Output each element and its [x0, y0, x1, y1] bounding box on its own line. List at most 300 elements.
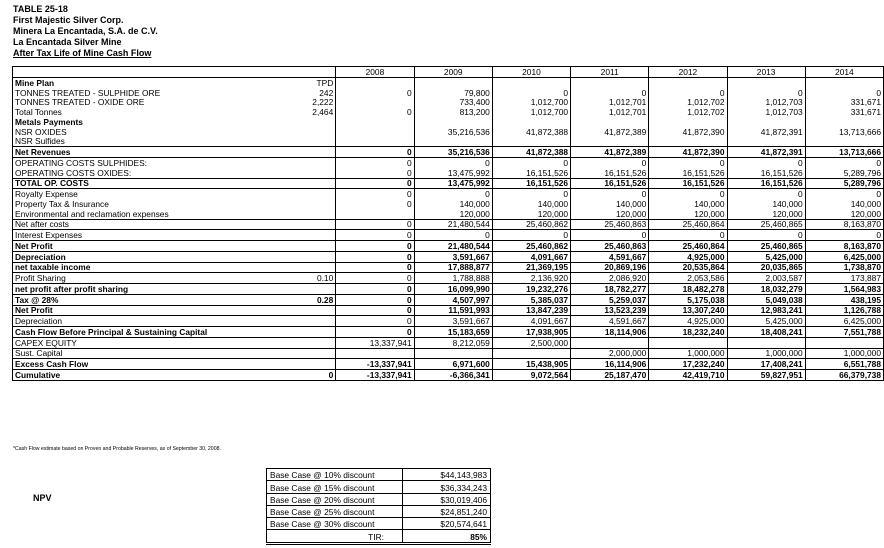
cell-value: 140,000	[727, 199, 805, 209]
cell-value: 18,482,278	[649, 284, 727, 295]
cell-value: 0	[492, 230, 570, 241]
cell-value: 13,475,992	[414, 168, 492, 178]
cell-value	[336, 117, 414, 127]
cell-value	[805, 117, 883, 127]
cell-value: 6,971,600	[414, 359, 492, 370]
cell-value: 13,307,240	[649, 305, 727, 316]
cell-value: 2,136,920	[492, 273, 570, 284]
row-parameter	[271, 158, 336, 168]
cell-value: 12,983,241	[727, 305, 805, 316]
cell-value: 0	[414, 230, 492, 241]
cell-value	[336, 348, 414, 359]
cell-value: 0	[336, 178, 414, 189]
npv-row	[267, 505, 491, 517]
cell-value: 0	[336, 284, 414, 295]
row-label: Environmental and reclamation expenses	[13, 209, 271, 219]
npv-case-label: Base Case @ 10% discount	[267, 469, 403, 481]
cell-value: 0	[336, 251, 414, 262]
cell-value	[414, 348, 492, 359]
cell-value: 25,460,863	[571, 241, 649, 252]
table-row	[13, 127, 884, 137]
npv-row	[267, 493, 491, 505]
row-label: NSR OXIDES	[13, 127, 271, 137]
cell-value: 3,591,667	[414, 251, 492, 262]
npv-case-label: Base Case @ 25% discount	[267, 505, 403, 517]
cell-value: 16,151,526	[492, 178, 570, 189]
cell-value: 120,000	[492, 209, 570, 219]
cell-value: -13,337,941	[336, 370, 414, 381]
table-row	[13, 168, 884, 178]
cell-value: 1,012,700	[492, 107, 570, 117]
cell-value: 4,591,667	[571, 316, 649, 327]
cell-value	[649, 137, 727, 147]
table-row	[13, 251, 884, 262]
cell-value: 25,460,865	[727, 241, 805, 252]
row-label: Cumulative	[13, 370, 271, 381]
cell-value: 331,671	[805, 107, 883, 117]
year-header: 2012	[649, 67, 727, 78]
cell-value: 1,126,788	[805, 305, 883, 316]
cell-value: 1,012,703	[727, 98, 805, 108]
cell-value: 140,000	[571, 199, 649, 209]
cell-value: 25,460,862	[492, 219, 570, 230]
cell-value: 120,000	[414, 209, 492, 219]
row-parameter	[271, 178, 336, 189]
table-row	[13, 316, 884, 327]
row-label: Excess Cash Flow	[13, 359, 271, 370]
row-parameter: 2,464	[271, 107, 336, 117]
cell-value: 59,827,951	[727, 370, 805, 381]
cash-flow-table	[12, 66, 884, 381]
cell-value: 0	[336, 316, 414, 327]
cell-value	[805, 137, 883, 147]
row-label: OPERATING COSTS SULPHIDES:	[13, 158, 271, 168]
year-header: 2011	[571, 67, 649, 78]
cell-value: 0	[649, 189, 727, 199]
cell-value	[414, 137, 492, 147]
company-name: First Majestic Silver Corp.	[13, 15, 124, 25]
row-parameter	[271, 117, 336, 127]
cell-value: 4,925,000	[649, 251, 727, 262]
npv-row	[267, 518, 491, 530]
cell-value: 1,012,701	[571, 107, 649, 117]
npv-tir-row	[267, 530, 491, 543]
row-label: net taxable income	[13, 262, 271, 273]
row-parameter	[271, 251, 336, 262]
cell-value: 25,460,862	[492, 241, 570, 252]
row-parameter	[271, 209, 336, 219]
cell-value	[492, 117, 570, 127]
row-parameter	[271, 337, 336, 348]
cell-value: -13,337,941	[336, 359, 414, 370]
tir-label: TIR:	[267, 530, 403, 543]
cell-value: 16,151,526	[727, 168, 805, 178]
cell-value: 1,012,701	[571, 98, 649, 108]
cell-value: 11,591,993	[414, 305, 492, 316]
cell-value: 2,000,000	[571, 348, 649, 359]
cell-value: 0	[805, 158, 883, 168]
cell-value: 20,535,864	[649, 262, 727, 273]
table-row	[13, 241, 884, 252]
npv-table	[266, 468, 491, 545]
row-parameter	[271, 305, 336, 316]
cell-value: 4,091,667	[492, 316, 570, 327]
row-parameter: 0.10	[271, 273, 336, 284]
cell-value: 25,460,863	[571, 219, 649, 230]
cell-value: 16,114,906	[571, 359, 649, 370]
row-label: Net Revenues	[13, 147, 271, 158]
cell-value: 6,425,000	[805, 251, 883, 262]
cell-value: 6,425,000	[805, 316, 883, 327]
cell-value: 5,175,038	[649, 294, 727, 305]
cell-value: 21,480,544	[414, 219, 492, 230]
row-parameter: TPD	[271, 78, 336, 88]
table-id: TABLE 25-18	[13, 4, 68, 14]
cell-value	[649, 78, 727, 88]
npv-case-value: $24,851,240	[403, 505, 491, 517]
cell-value: 19,232,276	[492, 284, 570, 295]
npv-case-value: $44,143,983	[403, 469, 491, 481]
cell-value: 5,425,000	[727, 251, 805, 262]
row-label: Sust. Capital	[13, 348, 271, 359]
cell-value: 15,183,659	[414, 327, 492, 338]
table-row	[13, 327, 884, 338]
cell-value: 2,053,586	[649, 273, 727, 284]
row-label: Tax @ 28%	[13, 294, 271, 305]
cell-value: 0	[571, 158, 649, 168]
cell-value	[571, 337, 649, 348]
cell-value: 0	[492, 158, 570, 168]
cell-value: 41,872,391	[727, 147, 805, 158]
year-header: 2013	[727, 67, 805, 78]
cell-value: 0	[727, 158, 805, 168]
cell-value: 5,049,038	[727, 294, 805, 305]
cell-value: 1,788,888	[414, 273, 492, 284]
row-label: TOTAL OP. COSTS	[13, 178, 271, 189]
cell-value: 0	[571, 189, 649, 199]
table-row	[13, 359, 884, 370]
cell-value: 41,872,389	[571, 147, 649, 158]
row-parameter	[271, 219, 336, 230]
year-header: 2009	[414, 67, 492, 78]
cell-value: 140,000	[805, 199, 883, 209]
cell-value	[727, 137, 805, 147]
cell-value: 0	[336, 294, 414, 305]
subsidiary-name: Minera La Encantada, S.A. de C.V.	[13, 26, 158, 36]
cell-value: 331,671	[805, 98, 883, 108]
cell-value: 0	[727, 189, 805, 199]
cell-value: 0	[414, 158, 492, 168]
cell-value: 1,000,000	[805, 348, 883, 359]
cell-value	[492, 348, 570, 359]
cell-value: 0	[805, 88, 883, 98]
row-parameter	[271, 127, 336, 137]
cell-value: 120,000	[571, 209, 649, 219]
table-row	[13, 178, 884, 189]
cell-value: 9,072,564	[492, 370, 570, 381]
cell-value: 16,151,526	[649, 168, 727, 178]
cell-value: 13,337,941	[336, 337, 414, 348]
row-label: Net Profit	[13, 241, 271, 252]
cell-value: -6,366,341	[414, 370, 492, 381]
cell-value: 5,425,000	[727, 316, 805, 327]
cell-value: 0	[336, 158, 414, 168]
cell-value: 0	[414, 189, 492, 199]
table-row	[13, 294, 884, 305]
tir-value: 85%	[403, 530, 491, 543]
cell-value: 0	[492, 88, 570, 98]
cell-value: 21,369,195	[492, 262, 570, 273]
cell-value	[336, 78, 414, 88]
cell-value: 41,872,388	[492, 147, 570, 158]
cell-value: 13,713,666	[805, 127, 883, 137]
cell-value: 0	[336, 168, 414, 178]
cell-value	[805, 337, 883, 348]
row-parameter	[271, 241, 336, 252]
cell-value: 5,385,037	[492, 294, 570, 305]
table-row	[13, 219, 884, 230]
cell-value: 0	[336, 241, 414, 252]
cell-value	[492, 78, 570, 88]
row-parameter	[271, 199, 336, 209]
cell-value: 0	[571, 88, 649, 98]
cell-value: 25,460,864	[649, 241, 727, 252]
cell-value: 0	[492, 189, 570, 199]
cell-value: 7,551,788	[805, 327, 883, 338]
row-parameter: 0.28	[271, 294, 336, 305]
row-label: Cash Flow Before Principal & Sustaining Capital	[13, 327, 271, 338]
cell-value: 0	[649, 230, 727, 241]
year-header: 2010	[492, 67, 570, 78]
cell-value: 0	[336, 327, 414, 338]
cell-value	[492, 137, 570, 147]
cell-value	[336, 127, 414, 137]
cell-value: 17,408,241	[727, 359, 805, 370]
table-row	[13, 273, 884, 284]
cell-value: 0	[727, 230, 805, 241]
row-label: TONNES TREATED - OXIDE ORE	[13, 98, 271, 108]
table-row	[13, 199, 884, 209]
cell-value: 3,591,667	[414, 316, 492, 327]
cell-value: 438,195	[805, 294, 883, 305]
row-label: NSR Sulfides	[13, 137, 271, 147]
row-parameter	[271, 189, 336, 199]
cell-value	[727, 78, 805, 88]
cell-value: 2,500,000	[492, 337, 570, 348]
row-parameter	[271, 316, 336, 327]
cell-value: 17,888,877	[414, 262, 492, 273]
cell-value: 18,408,241	[727, 327, 805, 338]
row-label: Depreciation	[13, 316, 271, 327]
table-row	[13, 158, 884, 168]
row-label: Net after costs	[13, 219, 271, 230]
cell-value: 8,163,870	[805, 241, 883, 252]
cell-value	[649, 117, 727, 127]
cell-value: 1,012,702	[649, 98, 727, 108]
cell-value: 16,151,526	[571, 178, 649, 189]
cell-value: 20,035,865	[727, 262, 805, 273]
cell-value: 1,012,700	[492, 98, 570, 108]
cell-value: 35,216,536	[414, 147, 492, 158]
cell-value: 0	[336, 305, 414, 316]
cell-value: 5,289,796	[805, 178, 883, 189]
cell-value: 13,523,239	[571, 305, 649, 316]
table-row	[13, 370, 884, 381]
cell-value: 25,460,864	[649, 219, 727, 230]
year-header-row	[13, 67, 884, 78]
cell-value: 0	[649, 158, 727, 168]
table-row	[13, 230, 884, 241]
cell-value: 66,379,738	[805, 370, 883, 381]
cell-value: 41,872,390	[649, 147, 727, 158]
table-row	[13, 284, 884, 295]
cell-value: 0	[336, 273, 414, 284]
row-label: Depreciation	[13, 251, 271, 262]
cell-value: 1,000,000	[649, 348, 727, 359]
row-parameter	[271, 284, 336, 295]
mine-name: La Encantada Silver Mine	[13, 37, 122, 47]
cell-value: 0	[336, 230, 414, 241]
cell-value	[336, 98, 414, 108]
row-label: Property Tax & Insurance	[13, 199, 271, 209]
cell-value: 41,872,391	[727, 127, 805, 137]
npv-case-label: Base Case @ 20% discount	[267, 493, 403, 505]
row-parameter	[271, 359, 336, 370]
cell-value	[727, 117, 805, 127]
npv-case-value: $20,574,641	[403, 518, 491, 530]
cell-value: 1,738,870	[805, 262, 883, 273]
table-row	[13, 107, 884, 117]
row-parameter: 0	[271, 370, 336, 381]
cell-value: 17,938,905	[492, 327, 570, 338]
cell-value: 140,000	[649, 199, 727, 209]
cell-value: 17,232,240	[649, 359, 727, 370]
cell-value: 16,151,526	[649, 178, 727, 189]
table-header	[13, 4, 158, 59]
table-row	[13, 305, 884, 316]
cell-value: 0	[805, 189, 883, 199]
cell-value: 18,114,906	[571, 327, 649, 338]
cell-value	[571, 117, 649, 127]
cell-value: 41,872,389	[571, 127, 649, 137]
row-label: Royalty Expense	[13, 189, 271, 199]
table-row	[13, 98, 884, 108]
row-label: OPERATING COSTS OXIDES:	[13, 168, 271, 178]
cell-value: 0	[336, 262, 414, 273]
cell-value: 120,000	[727, 209, 805, 219]
npv-row	[267, 469, 491, 481]
cell-value: 13,713,666	[805, 147, 883, 158]
cell-value: 42,419,710	[649, 370, 727, 381]
table-row	[13, 137, 884, 147]
cell-value: 2,003,587	[727, 273, 805, 284]
cell-value: 16,151,526	[492, 168, 570, 178]
year-header: 2014	[805, 67, 883, 78]
table-row	[13, 262, 884, 273]
cell-value: 18,032,279	[727, 284, 805, 295]
cell-value: 4,591,667	[571, 251, 649, 262]
npv-case-value: $36,334,243	[403, 481, 491, 493]
cell-value: 13,847,239	[492, 305, 570, 316]
cell-value	[414, 117, 492, 127]
cell-value: 0	[336, 88, 414, 98]
cell-value: 140,000	[414, 199, 492, 209]
cell-value: 1,564,983	[805, 284, 883, 295]
cell-value: 25,187,470	[571, 370, 649, 381]
cell-value: 4,507,997	[414, 294, 492, 305]
row-parameter	[271, 348, 336, 359]
npv-case-label: Base Case @ 15% discount	[267, 481, 403, 493]
cell-value	[727, 337, 805, 348]
cell-value: 79,800	[414, 88, 492, 98]
year-header: 2008	[336, 67, 414, 78]
table-row	[13, 337, 884, 348]
cell-value: 1,012,702	[649, 107, 727, 117]
cell-value: 13,475,992	[414, 178, 492, 189]
row-parameter	[271, 230, 336, 241]
cell-value: 0	[649, 88, 727, 98]
cell-value: 35,216,536	[414, 127, 492, 137]
cell-value: 6,551,788	[805, 359, 883, 370]
row-parameter: 242	[271, 88, 336, 98]
cell-value: 733,400	[414, 98, 492, 108]
cell-value: 1,000,000	[727, 348, 805, 359]
cell-value	[805, 78, 883, 88]
row-parameter	[271, 168, 336, 178]
row-label: Total Tonnes	[13, 107, 271, 117]
cell-value: 41,872,390	[649, 127, 727, 137]
cell-value: 8,163,870	[805, 219, 883, 230]
cell-value: 21,480,544	[414, 241, 492, 252]
row-label: Metals Payments	[13, 117, 271, 127]
row-parameter: 2,222	[271, 98, 336, 108]
cell-value: 18,782,277	[571, 284, 649, 295]
row-label: Mine Plan	[13, 78, 271, 88]
cell-value: 41,872,388	[492, 127, 570, 137]
cell-value: 1,012,703	[727, 107, 805, 117]
npv-row	[267, 481, 491, 493]
row-label: net profit after profit sharing	[13, 284, 271, 295]
row-label: CAPEX EQUITY	[13, 337, 271, 348]
cell-value: 0	[727, 88, 805, 98]
cell-value: 0	[336, 219, 414, 230]
row-parameter	[271, 327, 336, 338]
row-label: Net Profit	[13, 305, 271, 316]
cell-value: 0	[336, 189, 414, 199]
table-row	[13, 147, 884, 158]
table-subtitle: After Tax Life of Mine Cash Flow	[13, 48, 152, 58]
cell-value	[336, 209, 414, 219]
table-row	[13, 88, 884, 98]
row-parameter	[271, 262, 336, 273]
cell-value	[571, 78, 649, 88]
cell-value: 25,460,865	[727, 219, 805, 230]
cell-value: 813,200	[414, 107, 492, 117]
row-label: Profit Sharing	[13, 273, 271, 284]
cell-value: 18,232,240	[649, 327, 727, 338]
cell-value: 4,925,000	[649, 316, 727, 327]
cell-value: 5,289,796	[805, 168, 883, 178]
cell-value: 0	[571, 230, 649, 241]
cell-value: 16,151,526	[727, 178, 805, 189]
cell-value: 0	[805, 230, 883, 241]
cell-value: 16,099,990	[414, 284, 492, 295]
table-row	[13, 209, 884, 219]
table-row	[13, 117, 884, 127]
npv-label: NPV	[33, 493, 52, 503]
cell-value: 0	[336, 107, 414, 117]
row-label: Interest Expenses	[13, 230, 271, 241]
